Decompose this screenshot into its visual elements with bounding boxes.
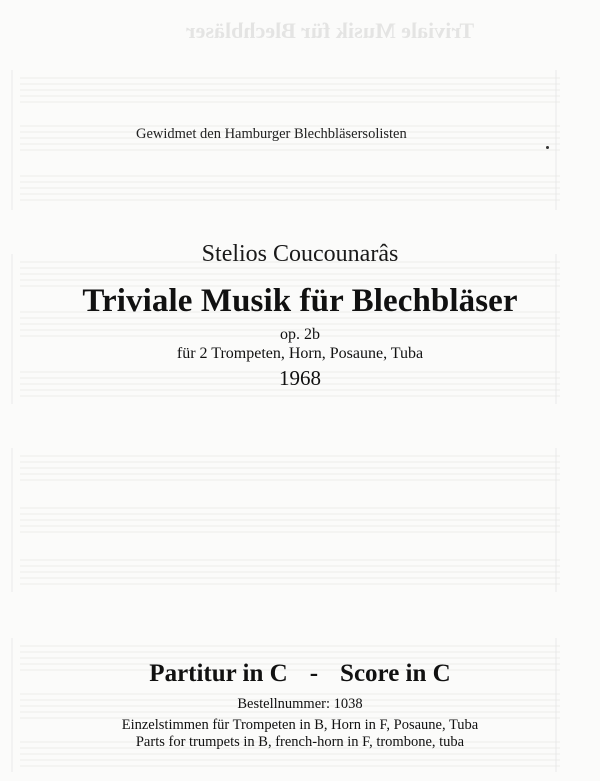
edition-line [0, 660, 600, 688]
composer-name: Stelios Coucounarâs [201, 241, 399, 267]
parts-german: Einzelstimmen für Trompeten in B, Horn in F, Posaune, Tuba [121, 717, 479, 733]
instrumentation: für 2 Trompeten, Horn, Posaune, Tuba [176, 345, 424, 362]
composition-year: 1968 [279, 366, 321, 390]
opus-number: op. 2b [280, 326, 320, 343]
work-title: Triviale Musik für Blechbläser [82, 283, 518, 319]
order-number: Bestellnummer: 1038 [237, 696, 363, 712]
edition-english: Score in C [340, 660, 451, 687]
parts-english: Parts for trumpets in B, french-horn in F, trombone, tuba [135, 734, 465, 750]
speck [546, 146, 549, 149]
edition-separator: - [309, 660, 319, 687]
dedication: Gewidmet den Hamburger Blechbläsersolisten [136, 126, 407, 142]
edition-german: Partitur in C [149, 660, 288, 687]
bleed-through-title: Triviale Musik für Blechbläser [185, 18, 475, 43]
